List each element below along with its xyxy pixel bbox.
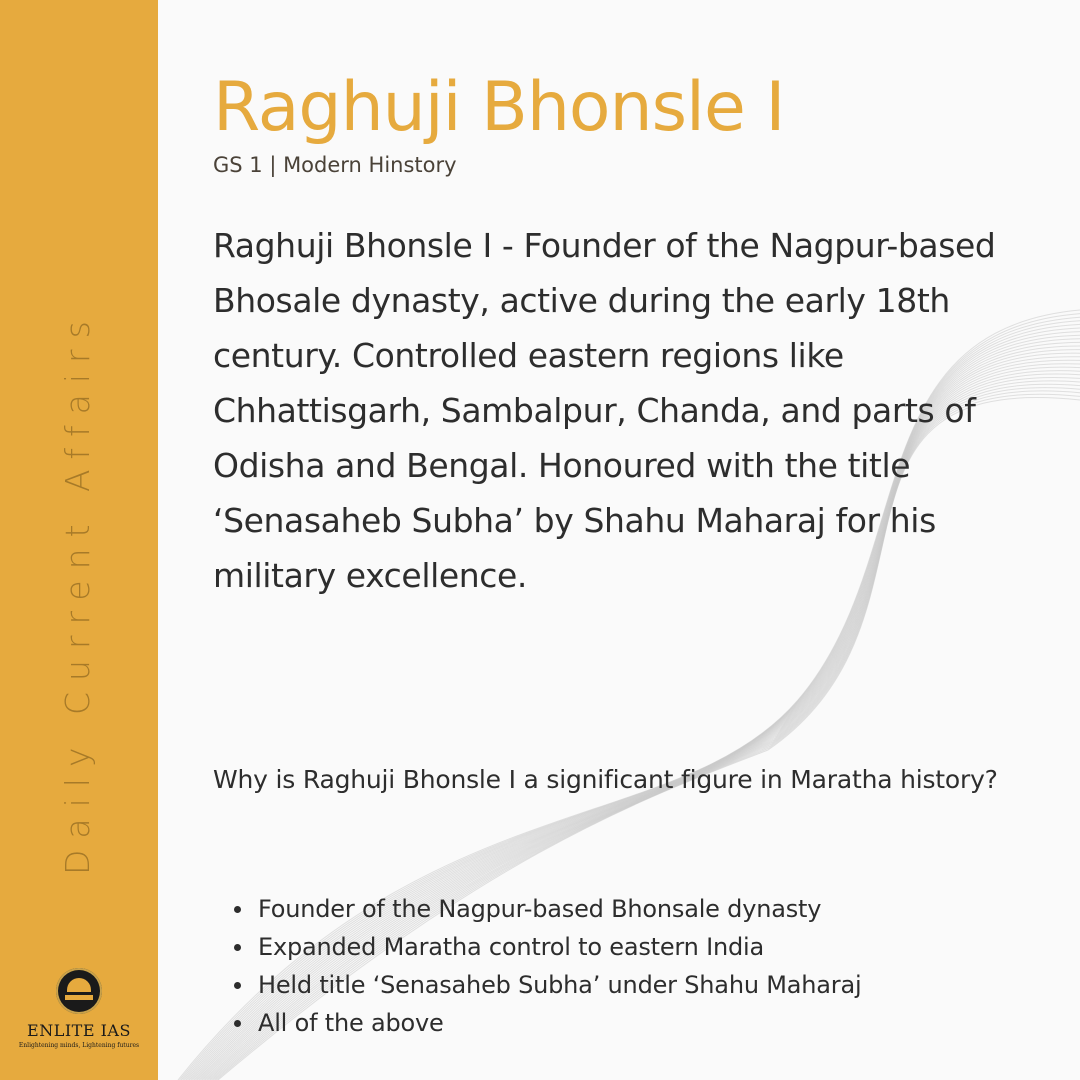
- sidebar: [0, 0, 158, 1080]
- brand-logo: [0, 968, 158, 1049]
- page-subtitle: GS 1 | Modern Hinstory: [213, 153, 457, 177]
- option-item: All of the above: [258, 1004, 861, 1042]
- question-text: Why is Raghuji Bhonsle I a significant figure in Maratha history?: [213, 765, 998, 794]
- option-item: Held title ‘Senasaheb Subha’ under Shahu Maharaj: [258, 966, 861, 1004]
- vertical-label: Daily Current Affairs: [58, 310, 97, 875]
- emblem-icon: [56, 968, 102, 1014]
- bullet-icon: [234, 1020, 241, 1027]
- options-list: [258, 890, 861, 1042]
- bullet-icon: [234, 944, 241, 951]
- brand-name: ENLITE IAS: [27, 1021, 131, 1040]
- brand-tagline: Enlightening minds, Lightening futures: [18, 1042, 140, 1049]
- option-item: Expanded Maratha control to eastern India: [258, 928, 861, 966]
- description-text: Raghuji Bhonsle I - Founder of the Nagpur-based Bhosale dynasty, active during the early 18th century. Controlled eastern regions like Chhattisgarh, Sambalpur, Chanda, and parts of Odisha and Bengal. Honoured with the title ‘Senasaheb Subha’ by Shahu Maharaj for his military excellence.: [213, 226, 996, 595]
- bullet-icon: [234, 906, 241, 913]
- vertical-label-container: [0, 0, 158, 1080]
- bullet-icon: [234, 982, 241, 989]
- option-item: Founder of the Nagpur-based Bhonsale dynasty: [258, 890, 861, 928]
- page-title: Raghuji Bhonsle I: [213, 68, 785, 147]
